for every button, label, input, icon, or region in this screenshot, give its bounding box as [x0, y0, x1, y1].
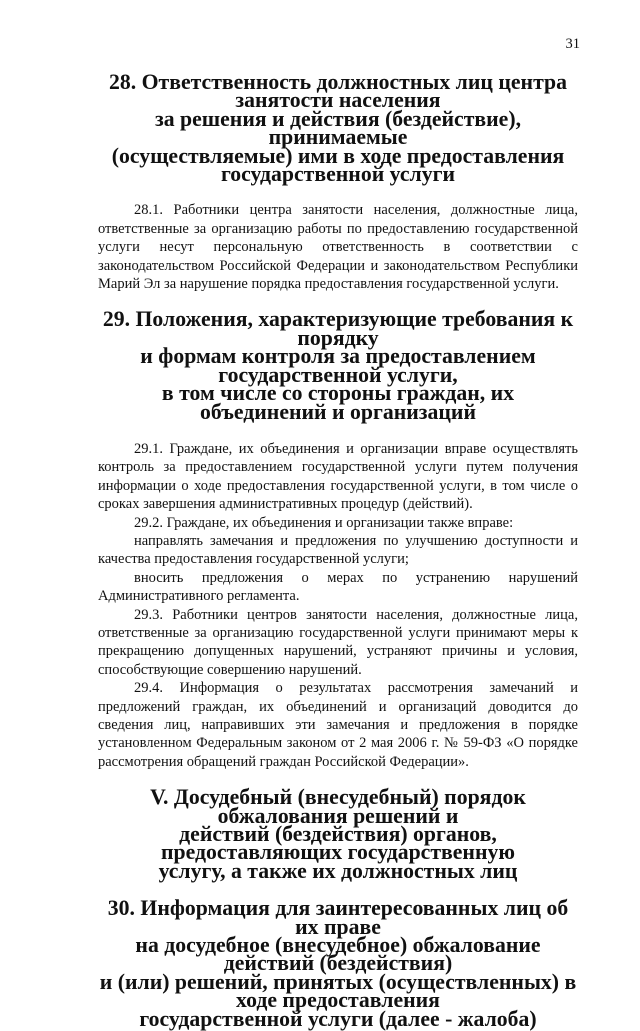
paragraph-29-2-item-2: вносить предложения о мерах по устранению нарушений Административного регламента. [98, 569, 578, 605]
paragraph-29-1: 29.1. Граждане, их объединения и организации вправе осуществлять контроль за предоставлением государственной услуги путем получения информации о ходе предоставления государственной услуги, в том числе о сроках завершения административных процедур (действий). [98, 440, 578, 513]
heading-line: 29. Положения, характеризующие требования к порядку [102, 307, 574, 350]
paragraph-28-1: 28.1. Работники центра занятости населения, должностные лица, ответственные за организацию работы по предоставлению государственной услуги несут персональную ответственность в соответствии с законодательством Российской Федерации и законодательством Республики Марий Эл за нарушение порядка предоставления государственной услуги. [98, 202, 578, 293]
section-28-heading [98, 70, 578, 187]
heading-line: 30. Информация для заинтересованных лиц об их праве [107, 896, 569, 939]
section-29-heading [98, 307, 578, 424]
paragraph-29-2-item-1: направлять замечания и предложения по улучшению доступности и качества предоставления государственной услуги; [98, 532, 578, 568]
heading-line: государственной услуги [220, 162, 456, 187]
heading-line: 28. Ответственность должностных лиц центра занятости населения [108, 70, 567, 113]
heading-line: в том числе со стороны граждан, их объединений и организаций [161, 381, 515, 424]
paragraph-29-2: 29.2. Граждане, их объединения и организации также вправе: [134, 514, 514, 531]
heading-line: (осуществляемые) ими в ходе предоставления [111, 143, 565, 168]
heading-line: действий (бездействия) органов, предоставляющих государственную [161, 822, 515, 865]
section-30-heading [98, 896, 578, 1031]
section-v-heading [98, 785, 578, 883]
heading-line: V. Досудебный (внесудебный) порядок обжалования решений и [150, 785, 526, 828]
heading-line: на досудебное (внесудебное) обжалование действий (бездействия) [135, 933, 541, 976]
heading-line: и (или) решений, принятых (осуществленных) в ходе предоставления [99, 969, 577, 1013]
heading-line: за решения и действия (бездействие), принимаемые [154, 106, 522, 150]
heading-line: услугу, а также их должностных лиц [158, 858, 518, 883]
heading-line: государственной услуги (далее - жалоба) [139, 1006, 537, 1031]
heading-line: и формам контроля за предоставлением государственной услуги, [140, 344, 536, 387]
paragraph-29-4: 29.4. Информация о результатах рассмотрения замечаний и предложений граждан, их объединений и организаций доводится до сведения лиц, направивших эти замечания и предложения в порядке установленном Федеральным законом от 2 мая 2006 г. № 59-ФЗ «О порядке рассмотрения обращений граждан Российской Федерации». [98, 680, 578, 770]
paragraph-29-3: 29.3. Работники центров занятости населения, должностные лица, ответственные за организацию государственной услуги принимают меры к прекращению допущенных нарушений, устраняют причины и условия, способствующие совершению нарушений. [98, 606, 578, 678]
page-content [98, 70, 578, 1031]
page-number: 31 [565, 36, 580, 52]
